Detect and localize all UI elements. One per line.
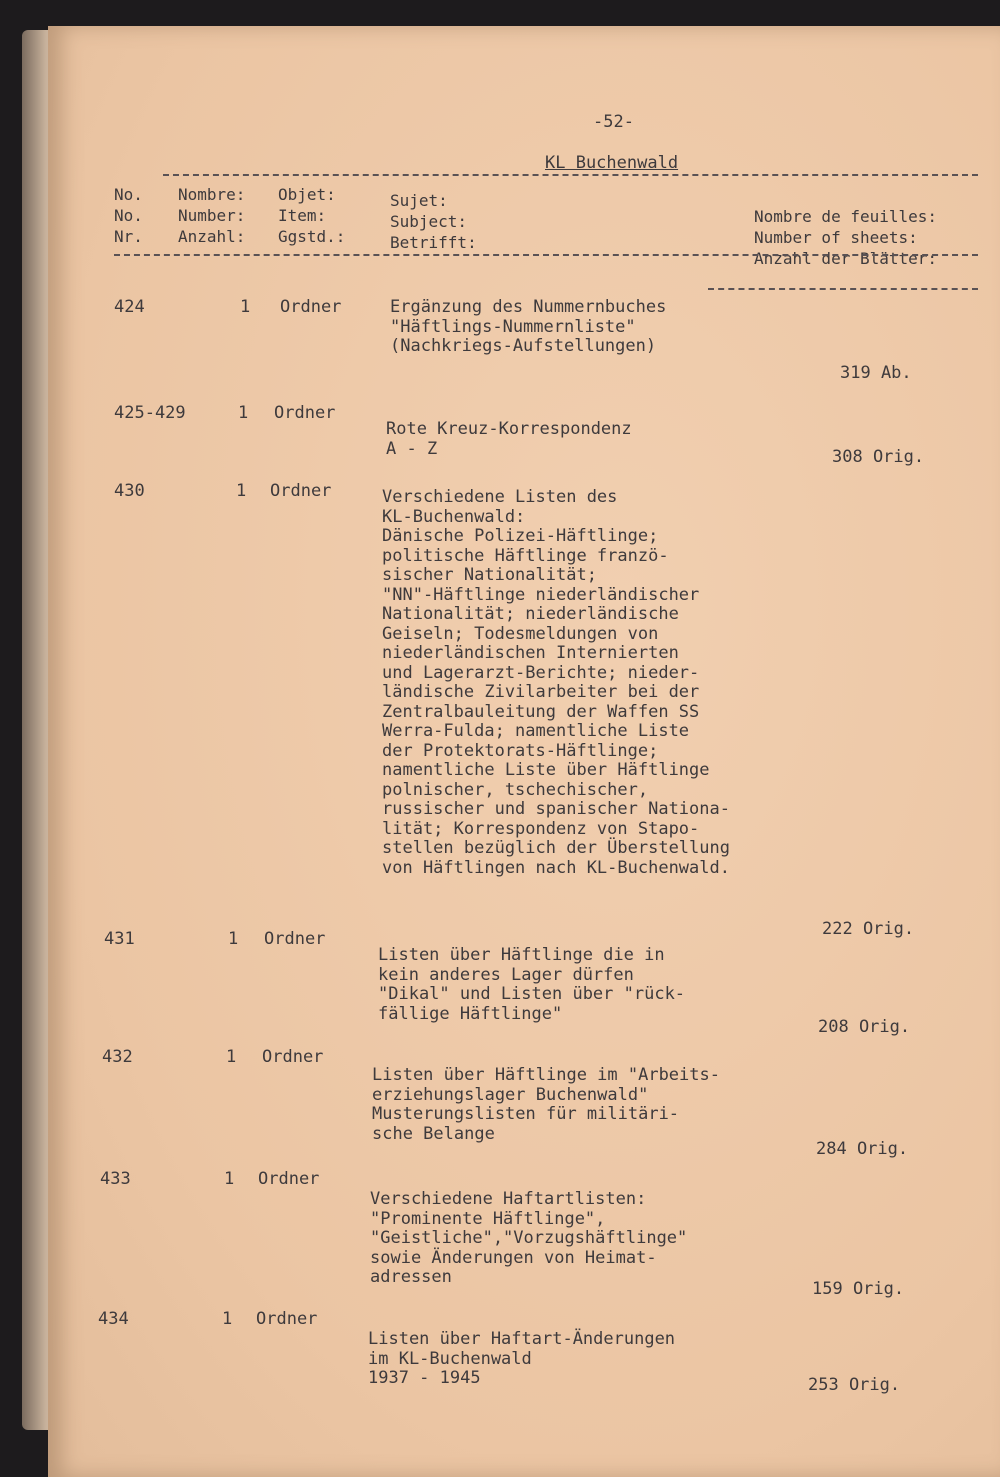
entry-item: Ordner [256, 1309, 318, 1329]
entry-sheets: 308 Orig. [832, 447, 925, 467]
header-count-column [178, 184, 245, 247]
header-sheets-column [754, 206, 937, 269]
entry-item: Ordner [262, 1047, 324, 1067]
header-label: Nr. [114, 227, 143, 246]
subject-line: sischer Nationalität; [382, 565, 597, 585]
header-label: Nombre: [178, 185, 246, 204]
entry-count: 1 [224, 1169, 235, 1189]
entry-count: 1 [238, 403, 249, 423]
header-top-rule [163, 174, 978, 176]
subject-line: namentliche Liste über Häftlinge [382, 760, 710, 780]
header-item-column [278, 184, 345, 247]
header-label: Nombre de feuilles: [754, 207, 938, 226]
subject-line: erziehungslager Buchenwald" [372, 1084, 649, 1105]
subject-line: Rote Kreuz-Korrespondenz [386, 419, 632, 439]
header-label: Objet: [278, 185, 336, 204]
subject-line: "Häftlings-Nummernliste" [390, 316, 636, 337]
entry-subject [370, 1190, 810, 1288]
subject-line: "Dikal" und Listen über "rück- [378, 984, 686, 1004]
subject-line: Listen über Häftlinge die in [378, 945, 665, 965]
entry-number: 430 [114, 481, 145, 501]
subject-line: "Prominente Häftlinge", [370, 1208, 606, 1229]
entry-number: 434 [98, 1309, 129, 1329]
header-subject-column [390, 190, 477, 253]
header-label: Anzahl der Blätter: [754, 249, 938, 268]
entry-number: 431 [104, 929, 135, 949]
header-label: Betrifft: [390, 233, 477, 252]
entry-count: 1 [226, 1047, 237, 1067]
entry-sheets: 222 Orig. [822, 919, 915, 939]
header-label: No. [114, 206, 143, 225]
page-number: -52- [593, 112, 634, 132]
entry-sheets: 284 Orig. [816, 1139, 909, 1159]
entry-item: Ordner [258, 1169, 320, 1189]
subject-line: Listen über Haftart-Änderungen [368, 1329, 676, 1349]
subject-line: lität; Korrespondenz von Stapo- [382, 818, 700, 839]
subject-line: und Lagerarzt-Berichte; nieder- [382, 662, 700, 683]
subject-line: sowie Änderungen von Heimat- [370, 1247, 657, 1268]
header-label: No. [114, 185, 143, 204]
entry-item: Ordner [280, 297, 342, 317]
subject-line: der Protektorats-Häftlinge; [382, 740, 659, 761]
header-bottom-rule-right [708, 288, 978, 290]
entry-sheets: 253 Orig. [808, 1375, 901, 1395]
entry-sheets: 208 Orig. [818, 1017, 911, 1037]
header-no-column [114, 184, 143, 247]
subject-line: politische Häftlinge franzö- [382, 545, 669, 566]
header-bottom-rule [114, 254, 978, 256]
subject-line: Nationalität; niederländische [382, 604, 679, 624]
entry-number: 432 [102, 1047, 133, 1067]
entry-count: 1 [222, 1309, 233, 1329]
subject-line: Dänische Polizei-Häftlinge; [382, 526, 659, 546]
entry-subject [378, 946, 818, 1024]
subject-line: sche Belange [372, 1123, 495, 1144]
header-label: Subject: [390, 212, 468, 231]
entry-item: Ordner [274, 403, 336, 423]
entry-count: 1 [228, 929, 239, 949]
subject-line: Werra-Fulda; namentliche Liste [382, 721, 690, 741]
entry-subject [390, 298, 830, 357]
subject-line: 1937 - 1945 [368, 1368, 481, 1388]
subject-line: von Häftlingen nach KL-Buchenwald. [382, 857, 730, 878]
subject-line: kein anderes Lager dürfen [378, 964, 634, 985]
subject-line: polnischer, tschechischer, [382, 779, 649, 800]
subject-line: ländische Zivilarbeiter bei der [382, 682, 700, 702]
header-label: Item: [278, 206, 327, 225]
entry-subject [382, 488, 822, 878]
entry-subject [386, 420, 826, 459]
subject-line: A - Z [386, 438, 438, 459]
header-label: Ggstd.: [278, 227, 346, 246]
subject-line: im KL-Buchenwald [368, 1348, 532, 1369]
header-label: Number of sheets: [754, 228, 918, 247]
entry-sheets: 319 Ab. [840, 363, 912, 383]
subject-line: Geiseln; Todesmeldungen von [382, 623, 659, 644]
entry-item: Ordner [264, 929, 326, 949]
page-title: KL Buchenwald [545, 153, 679, 173]
entry-subject [372, 1066, 812, 1144]
entry-count: 1 [236, 481, 247, 501]
entry-number: 433 [100, 1169, 131, 1189]
subject-line: (Nachkriegs-Aufstellungen) [390, 336, 657, 356]
subject-line: KL-Buchenwald: [382, 506, 526, 527]
document-page [48, 26, 1000, 1477]
subject-line: "NN"-Häftlinge niederländischer [382, 584, 700, 605]
subject-line: Musterungslisten für militäri- [372, 1104, 680, 1124]
subject-line: adressen [370, 1267, 452, 1287]
subject-line: stellen bezüglich der Überstellung [382, 838, 730, 858]
entry-subject [368, 1330, 808, 1389]
subject-line: "Geistliche","Vorzugshäftlinge" [370, 1228, 688, 1248]
subject-line: russischer und spanischer Nationa- [382, 799, 730, 819]
entry-number: 424 [114, 297, 145, 317]
entry-count: 1 [240, 297, 251, 317]
entry-number: 425-429 [114, 403, 186, 423]
subject-line: niederländischen Internierten [382, 643, 679, 663]
subject-line: Verschiedene Listen des [382, 487, 618, 507]
subject-line: Ergänzung des Nummernbuches [390, 297, 667, 317]
subject-line: fällige Häftlinge" [378, 1003, 563, 1024]
header-label: Number: [178, 206, 246, 225]
subject-line: Verschiedene Haftartlisten: [370, 1189, 647, 1209]
header-label: Anzahl: [178, 227, 246, 246]
subject-line: Listen über Häftlinge im "Arbeits- [372, 1065, 720, 1085]
entry-sheets: 159 Orig. [812, 1279, 905, 1299]
subject-line: Zentralbauleitung der Waffen SS [382, 701, 700, 722]
entry-item: Ordner [270, 481, 332, 501]
header-label: Sujet: [390, 191, 448, 210]
